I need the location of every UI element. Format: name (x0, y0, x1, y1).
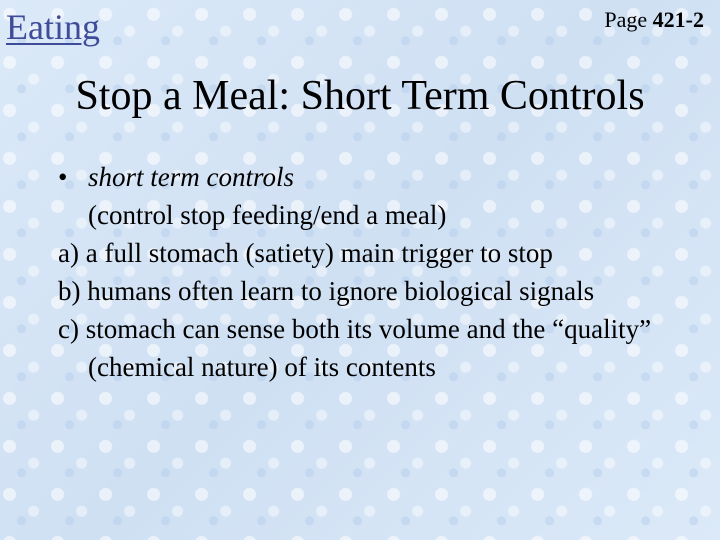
list-text: a full stomach (satiety) main trigger to stop (85, 238, 553, 268)
page-prefix: Page (604, 7, 653, 32)
list-text: stomach can sense both its volume and the “quality” (chemical nature) of its contents (85, 314, 652, 382)
section-link-eating[interactable]: Eating (6, 7, 100, 47)
list-text: humans often learn to ignore biological signals (87, 276, 595, 306)
list-marker: b) (58, 276, 81, 306)
list-marker: a) (58, 238, 79, 268)
bullet-label: short term controls (88, 162, 295, 192)
page-reference (604, 7, 704, 33)
bullet-icon: • (58, 162, 68, 192)
slide-body (58, 158, 708, 386)
slide-title: Stop a Meal: Short Term Controls (75, 73, 645, 119)
bullet-item (58, 158, 708, 196)
list-marker: c) (58, 314, 79, 344)
list-item-b (58, 272, 708, 310)
bullet-sub-text: (control stop feeding/end a meal) (88, 200, 447, 230)
page-number: 421-2 (652, 7, 704, 32)
list-item-a (58, 234, 708, 272)
list-item-c (58, 310, 708, 386)
